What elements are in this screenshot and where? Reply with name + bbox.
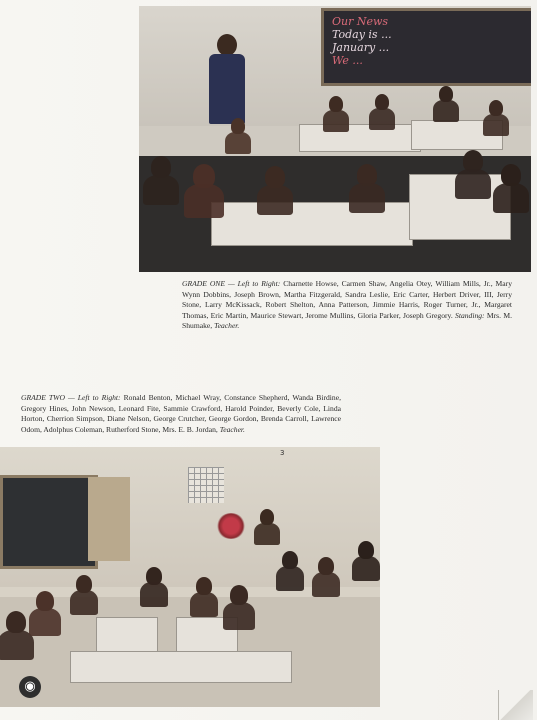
bulletin-board [88, 477, 130, 561]
wall-chart [188, 467, 224, 503]
student [463, 150, 483, 172]
wall-number: 3 [280, 449, 285, 457]
desk [70, 651, 292, 683]
grade-two-photo [0, 447, 380, 707]
board-line: Today is ... [332, 28, 392, 41]
student [231, 118, 245, 134]
student [282, 551, 298, 569]
student [36, 591, 54, 611]
teacher-name: Mrs. M. Shumake, [182, 310, 512, 331]
grade-one-photo [139, 6, 531, 272]
student [329, 96, 343, 112]
board-line: We ... [332, 54, 363, 67]
student [230, 585, 248, 605]
caption-names: Charnette Howse, Carmen Shaw, Angelia Otey, William Mills, Jr., Mary Wynn Dobbins, Joseph Brown, Martha Fitzgerald, Sandra Leslie, Eric Carter, Herbert Driver, III, Jerry Stone, Larry McKissack, Robert Shelton, Anna Patterson, Jimmie Harris, Roger Turner, Jr., Margaret Thomas, Eric Martin, Maurice Stewart, Jerome Mullins, Gloria Parker, Joseph Gregory. [182, 279, 512, 320]
page-corner-curl [498, 690, 533, 720]
student [439, 86, 453, 102]
teacher-label: Teacher. [219, 424, 245, 434]
board-line: Our News [332, 15, 389, 28]
chalkboard [0, 475, 98, 569]
caption-lead: GRADE TWO — Left to Right: [21, 393, 121, 402]
student [146, 567, 162, 585]
flower-arrangement [216, 513, 246, 539]
chalkboard [321, 8, 531, 86]
teacher-figure [209, 34, 245, 124]
student [151, 156, 171, 178]
student [357, 164, 377, 186]
desk [96, 617, 158, 655]
grade-one-caption [182, 279, 512, 332]
student [489, 100, 503, 116]
student [193, 164, 215, 188]
standing-label: Standing: [455, 310, 485, 320]
caption-names: Ronald Benton, Michael Wray, Constance Shepherd, Wanda Birdine, Gregory Hines, John Newson, Leonard Fite, Sammie Crawford, Harold Poinder, Beverly Cole, Linda Horton, Cherrion Simpson, Diane Nelson, George Crutcher, George Gordon, Brenda Carroll, Lawrence Odom, Adolphus Coleman, Rutherford Stone, Mrs. E. B. Jordan, [21, 393, 341, 434]
palette-icon[interactable]: ◉ [19, 676, 41, 698]
teacher-label: Teacher. [214, 321, 240, 331]
student [375, 94, 389, 110]
grade-two-caption [21, 393, 341, 435]
student [358, 541, 374, 559]
board-line: January ... [332, 41, 390, 54]
student [501, 164, 521, 186]
student [6, 611, 26, 633]
teacher-figure [260, 509, 274, 525]
student [265, 166, 285, 188]
student [76, 575, 92, 593]
student [196, 577, 212, 595]
caption-lead: GRADE ONE — Left to Right: [182, 279, 281, 288]
desk [299, 124, 421, 152]
student [318, 557, 334, 575]
